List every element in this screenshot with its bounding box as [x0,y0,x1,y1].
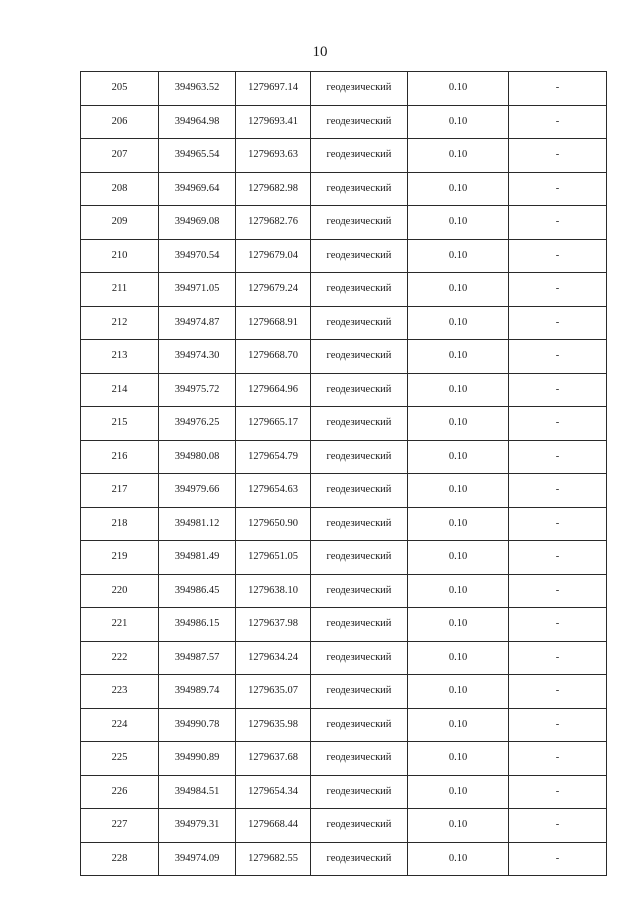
note-cell: - [509,675,607,709]
accuracy-cell: 0.10 [408,842,509,876]
note-cell: - [509,139,607,173]
point-number-cell: 222 [81,641,159,675]
accuracy-cell: 0.10 [408,809,509,843]
y-coordinate-cell: 1279697.14 [236,72,311,106]
y-coordinate-cell: 1279682.98 [236,172,311,206]
method-cell: геодезический [311,574,408,608]
method-cell: геодезический [311,775,408,809]
note-cell: - [509,775,607,809]
accuracy-cell: 0.10 [408,541,509,575]
x-coordinate-cell: 394974.09 [159,842,236,876]
table-row [81,608,607,642]
x-coordinate-cell: 394984.51 [159,775,236,809]
table-row [81,440,607,474]
x-coordinate-cell: 394980.08 [159,440,236,474]
table-row [81,105,607,139]
table-row [81,574,607,608]
method-cell: геодезический [311,239,408,273]
note-cell: - [509,239,607,273]
table-row [81,675,607,709]
x-coordinate-cell: 394986.45 [159,574,236,608]
y-coordinate-cell: 1279679.24 [236,273,311,307]
table-row [81,641,607,675]
table-row [81,273,607,307]
table-row [81,172,607,206]
point-number-cell: 217 [81,474,159,508]
accuracy-cell: 0.10 [408,775,509,809]
point-number-cell: 216 [81,440,159,474]
y-coordinate-cell: 1279635.98 [236,708,311,742]
accuracy-cell: 0.10 [408,474,509,508]
point-number-cell: 227 [81,809,159,843]
method-cell: геодезический [311,407,408,441]
point-number-cell: 212 [81,306,159,340]
note-cell: - [509,842,607,876]
x-coordinate-cell: 394990.89 [159,742,236,776]
x-coordinate-cell: 394986.15 [159,608,236,642]
y-coordinate-cell: 1279638.10 [236,574,311,608]
x-coordinate-cell: 394981.49 [159,541,236,575]
point-number-cell: 225 [81,742,159,776]
accuracy-cell: 0.10 [408,407,509,441]
table-row [81,239,607,273]
method-cell: геодезический [311,842,408,876]
table-row [81,708,607,742]
method-cell: геодезический [311,72,408,106]
y-coordinate-cell: 1279668.91 [236,306,311,340]
note-cell: - [509,340,607,374]
note-cell: - [509,407,607,441]
table-row [81,541,607,575]
accuracy-cell: 0.10 [408,507,509,541]
accuracy-cell: 0.10 [408,641,509,675]
y-coordinate-cell: 1279637.98 [236,608,311,642]
x-coordinate-cell: 394975.72 [159,373,236,407]
coordinates-table [80,71,607,876]
page-number: 10 [312,44,328,60]
note-cell: - [509,172,607,206]
method-cell: геодезический [311,273,408,307]
y-coordinate-cell: 1279637.68 [236,742,311,776]
note-cell: - [509,206,607,240]
method-cell: геодезический [311,675,408,709]
coordinates-table-body [81,72,607,876]
table-row [81,139,607,173]
accuracy-cell: 0.10 [408,273,509,307]
method-cell: геодезический [311,105,408,139]
table-row [81,373,607,407]
note-cell: - [509,708,607,742]
table-row [81,507,607,541]
method-cell: геодезический [311,641,408,675]
table-row [81,72,607,106]
accuracy-cell: 0.10 [408,340,509,374]
method-cell: геодезический [311,507,408,541]
table-row [81,306,607,340]
table-row [81,474,607,508]
table-row [81,407,607,441]
note-cell: - [509,72,607,106]
point-number-cell: 224 [81,708,159,742]
note-cell: - [509,440,607,474]
point-number-cell: 214 [81,373,159,407]
point-number-cell: 210 [81,239,159,273]
y-coordinate-cell: 1279693.63 [236,139,311,173]
table-row [81,842,607,876]
method-cell: геодезический [311,139,408,173]
method-cell: геодезический [311,742,408,776]
y-coordinate-cell: 1279679.04 [236,239,311,273]
y-coordinate-cell: 1279651.05 [236,541,311,575]
y-coordinate-cell: 1279668.70 [236,340,311,374]
point-number-cell: 213 [81,340,159,374]
point-number-cell: 218 [81,507,159,541]
y-coordinate-cell: 1279693.41 [236,105,311,139]
table-row [81,775,607,809]
method-cell: геодезический [311,440,408,474]
method-cell: геодезический [311,541,408,575]
x-coordinate-cell: 394990.78 [159,708,236,742]
accuracy-cell: 0.10 [408,105,509,139]
point-number-cell: 206 [81,105,159,139]
y-coordinate-cell: 1279650.90 [236,507,311,541]
point-number-cell: 228 [81,842,159,876]
note-cell: - [509,574,607,608]
x-coordinate-cell: 394981.12 [159,507,236,541]
point-number-cell: 219 [81,541,159,575]
accuracy-cell: 0.10 [408,206,509,240]
y-coordinate-cell: 1279682.76 [236,206,311,240]
point-number-cell: 209 [81,206,159,240]
x-coordinate-cell: 394976.25 [159,407,236,441]
accuracy-cell: 0.10 [408,239,509,273]
method-cell: геодезический [311,373,408,407]
note-cell: - [509,105,607,139]
x-coordinate-cell: 394970.54 [159,239,236,273]
point-number-cell: 220 [81,574,159,608]
x-coordinate-cell: 394969.08 [159,206,236,240]
note-cell: - [509,608,607,642]
method-cell: геодезический [311,809,408,843]
x-coordinate-cell: 394965.54 [159,139,236,173]
point-number-cell: 215 [81,407,159,441]
point-number-cell: 205 [81,72,159,106]
point-number-cell: 207 [81,139,159,173]
method-cell: геодезический [311,608,408,642]
note-cell: - [509,641,607,675]
point-number-cell: 226 [81,775,159,809]
method-cell: геодезический [311,172,408,206]
y-coordinate-cell: 1279654.34 [236,775,311,809]
x-coordinate-cell: 394987.57 [159,641,236,675]
accuracy-cell: 0.10 [408,675,509,709]
method-cell: геодезический [311,340,408,374]
point-number-cell: 221 [81,608,159,642]
note-cell: - [509,373,607,407]
method-cell: геодезический [311,474,408,508]
x-coordinate-cell: 394969.64 [159,172,236,206]
note-cell: - [509,742,607,776]
y-coordinate-cell: 1279635.07 [236,675,311,709]
note-cell: - [509,474,607,508]
x-coordinate-cell: 394964.98 [159,105,236,139]
accuracy-cell: 0.10 [408,306,509,340]
x-coordinate-cell: 394979.31 [159,809,236,843]
x-coordinate-cell: 394979.66 [159,474,236,508]
accuracy-cell: 0.10 [408,708,509,742]
point-number-cell: 208 [81,172,159,206]
x-coordinate-cell: 394963.52 [159,72,236,106]
note-cell: - [509,273,607,307]
x-coordinate-cell: 394971.05 [159,273,236,307]
y-coordinate-cell: 1279682.55 [236,842,311,876]
table-row [81,809,607,843]
method-cell: геодезический [311,306,408,340]
method-cell: геодезический [311,206,408,240]
y-coordinate-cell: 1279654.79 [236,440,311,474]
note-cell: - [509,306,607,340]
x-coordinate-cell: 394974.30 [159,340,236,374]
y-coordinate-cell: 1279654.63 [236,474,311,508]
method-cell: геодезический [311,708,408,742]
y-coordinate-cell: 1279664.96 [236,373,311,407]
table-row [81,206,607,240]
accuracy-cell: 0.10 [408,373,509,407]
x-coordinate-cell: 394989.74 [159,675,236,709]
y-coordinate-cell: 1279634.24 [236,641,311,675]
accuracy-cell: 0.10 [408,72,509,106]
accuracy-cell: 0.10 [408,742,509,776]
note-cell: - [509,541,607,575]
point-number-cell: 211 [81,273,159,307]
y-coordinate-cell: 1279668.44 [236,809,311,843]
y-coordinate-cell: 1279665.17 [236,407,311,441]
accuracy-cell: 0.10 [408,440,509,474]
accuracy-cell: 0.10 [408,139,509,173]
accuracy-cell: 0.10 [408,574,509,608]
x-coordinate-cell: 394974.87 [159,306,236,340]
table-row [81,742,607,776]
table-row [81,340,607,374]
accuracy-cell: 0.10 [408,172,509,206]
note-cell: - [509,507,607,541]
note-cell: - [509,809,607,843]
point-number-cell: 223 [81,675,159,709]
accuracy-cell: 0.10 [408,608,509,642]
